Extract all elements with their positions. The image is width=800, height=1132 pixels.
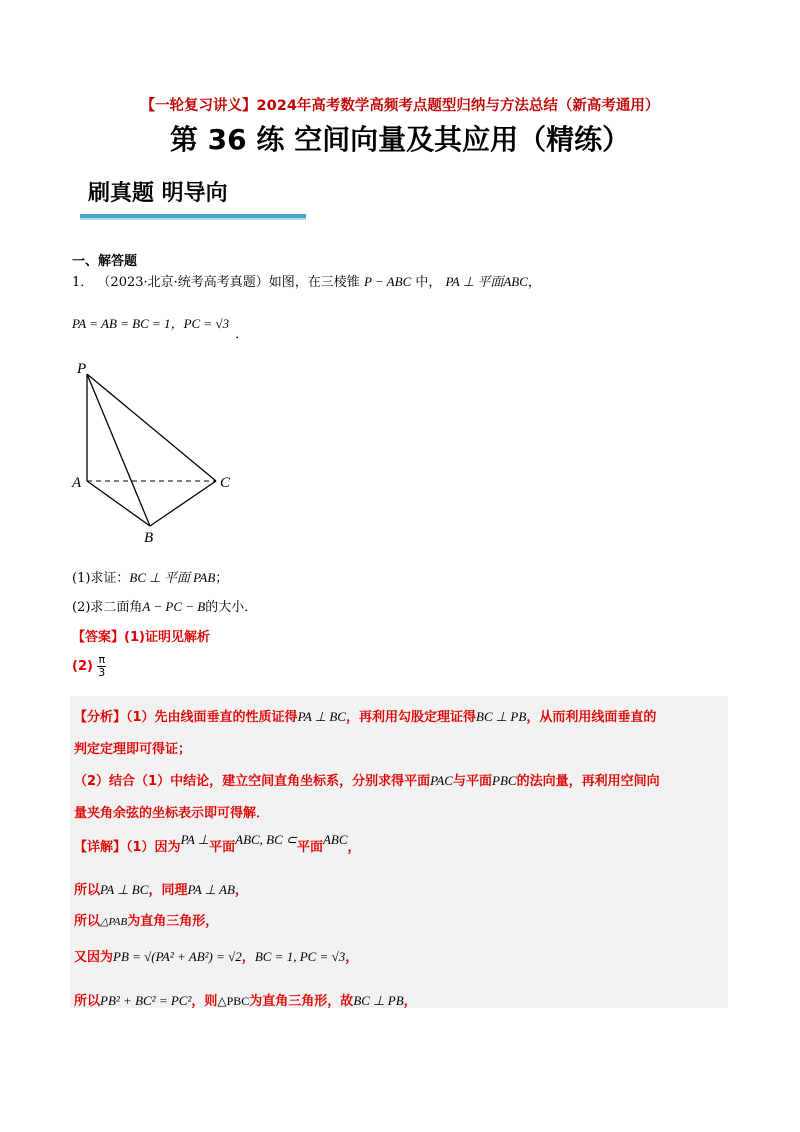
pyramid-name: P − ABC — [363, 274, 412, 289]
part-heading: 一、解答题 — [72, 254, 138, 269]
detail-text: 所以 — [74, 883, 101, 898]
detail-text: ， — [241, 950, 255, 965]
answer-line-2 — [72, 654, 106, 679]
length-equalities: PA = AB = BC = 1 — [72, 316, 171, 331]
problem-text: 如图，在三棱锥 — [268, 275, 360, 290]
detail-text: 为直角三角形， — [127, 914, 219, 929]
detail-math: PA ⊥ AB — [187, 882, 235, 897]
problem-text-2: 中， — [415, 275, 442, 290]
problem-source: （2023·北京·统考高考真题） — [97, 275, 269, 290]
question-2-math: A − PC − B — [142, 599, 206, 614]
series-header: 【一轮复习讲义】2024年高考数学高频考点题型归纳与方法总结（新高考通用） — [140, 98, 660, 114]
edge-bc — [150, 481, 216, 526]
problem-number: 1． — [72, 275, 94, 290]
detail-math: BC ⊥ PB — [353, 993, 404, 1008]
comma: ， — [527, 275, 541, 290]
plane-abc: ABC — [503, 274, 528, 289]
analysis-text: 与平面 — [452, 774, 492, 789]
analysis-math: PA ⊥ BC — [297, 709, 346, 724]
detail-text: 平面 — [296, 840, 323, 855]
question-2-end: 的大小． — [205, 600, 258, 615]
answer-line-1 — [72, 626, 210, 645]
question-1-math: BC ⊥ 平面 PAB — [129, 570, 216, 585]
label-p: P — [77, 361, 87, 377]
analysis-line-2: 判定定理即可得证； — [74, 742, 192, 757]
answer-2-fraction — [97, 654, 106, 679]
detail-text: ， — [347, 840, 361, 855]
detail-label: 【详解】 — [74, 840, 127, 855]
question-2-prefix: (2)求二面角 — [72, 600, 143, 615]
analysis-line-4: 量夹角余弦的坐标表示即可得解． — [74, 806, 270, 821]
problem-statement — [72, 271, 541, 290]
analysis-label: 【分析】 — [74, 710, 127, 725]
label-c: C — [220, 475, 231, 491]
detail-line-4 — [74, 946, 358, 965]
question-1-end: ； — [215, 571, 229, 586]
fraction-denominator: 3 — [98, 666, 106, 679]
answer-1: (1)证明见解析 — [124, 630, 210, 645]
analysis-math: PAC — [430, 773, 453, 788]
period: ． — [235, 327, 249, 342]
pyramid-figure — [68, 358, 238, 548]
detail-text: 又因为 — [74, 950, 114, 965]
detail-line-5 — [74, 990, 417, 1009]
detail-text: （1）因为 — [126, 840, 181, 855]
detail-math: BC = 1, PC = √3 — [254, 949, 346, 964]
detail-text: ， — [345, 950, 359, 965]
fraction-numerator: π — [98, 653, 106, 666]
answer-2-prefix: (2) — [72, 659, 93, 674]
label-a: A — [72, 475, 82, 491]
analysis-math: BC ⊥ PB — [476, 709, 527, 724]
detail-math: PB = √(PA² + AB²) = √2 — [113, 949, 242, 964]
question-1-prefix: (1)求证： — [72, 571, 130, 586]
analysis-text: ，再利用勾股定理证得 — [345, 710, 476, 725]
edge-pc — [87, 374, 216, 481]
page-title: 第 36 练 空间向量及其应用（精练） — [169, 123, 631, 156]
problem-lengths — [72, 313, 249, 342]
detail-math: ABC, BC ⊂ — [235, 832, 297, 847]
condition-pa-perp: PA ⊥ 平面 — [445, 274, 504, 289]
detail-text: 所以 — [74, 914, 101, 929]
analysis-text: ，从而利用线面垂直的 — [526, 710, 657, 725]
pc-length: ，PC = √3 — [170, 316, 230, 331]
detail-text: 为直角三角形，故 — [249, 994, 354, 1009]
analysis-text: 的法向量，再利用空间向 — [516, 774, 660, 789]
detail-math: PA ⊥ BC — [100, 882, 149, 897]
detail-math: △PAB — [100, 916, 128, 928]
detail-math: ABC — [322, 832, 348, 847]
detail-text: ， — [234, 883, 248, 898]
detail-math: PB² + BC² = PC² — [100, 993, 192, 1008]
detail-line-2 — [74, 879, 248, 898]
analysis-text: （2）结合（1）中结论，建立空间直角坐标系，分别求得平面 — [74, 774, 431, 789]
detail-text: 平面 — [209, 840, 236, 855]
detail-math: △PBC — [217, 994, 250, 1008]
analysis-text: （1）先由线面垂直的性质证得 — [126, 710, 298, 725]
analysis-line-3 — [74, 770, 660, 789]
detail-text: 所以 — [74, 994, 101, 1009]
answer-label: 【答案】 — [72, 630, 125, 645]
detail-text: ，则 — [191, 994, 218, 1009]
label-b: B — [144, 530, 154, 546]
detail-line-1 — [74, 832, 361, 855]
section-underline-shadow — [80, 218, 306, 220]
detail-line-3 — [74, 910, 218, 929]
analysis-math: PBC — [492, 773, 517, 788]
analysis-line-1 — [74, 706, 656, 725]
detail-text: ， — [403, 994, 417, 1009]
question-2 — [72, 596, 257, 615]
section-title: 刷真题 明导向 — [88, 181, 228, 206]
detail-math: PA ⊥ — [180, 832, 210, 847]
detail-text: ，同理 — [148, 883, 188, 898]
question-1 — [72, 567, 228, 586]
